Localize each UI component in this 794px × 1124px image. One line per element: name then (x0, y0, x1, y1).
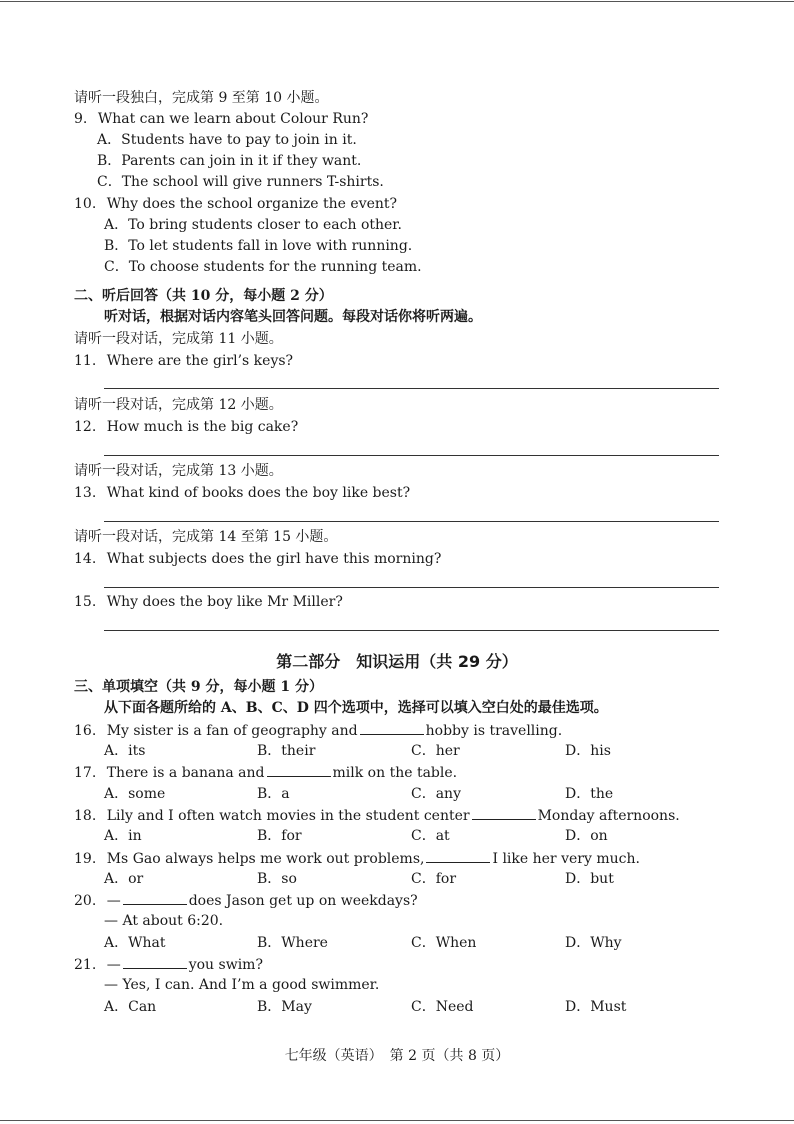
section-2-title: 二、听后回答（共 10 分，每小题 2 分） (74, 288, 333, 304)
option-18b[interactable]: B．for (257, 828, 302, 844)
question-number: 14. (74, 551, 97, 567)
question-number: 11. (74, 353, 97, 369)
option-18d[interactable]: D．on (565, 828, 608, 844)
option-16c[interactable]: C．her (411, 743, 460, 759)
question-text: Why does the boy like Mr Miller? (106, 594, 343, 610)
question-text-pre: Ms Gao always helps me work out problems, (106, 851, 425, 867)
option-9b[interactable]: B．Parents can join in it if they want. (97, 153, 362, 169)
option-10a[interactable]: A．To bring students closer to each other. (104, 217, 402, 233)
question-20 (74, 891, 418, 910)
option-20b[interactable]: B．Where (257, 935, 328, 951)
option-9a[interactable]: A．Students have to pay to join in it. (97, 132, 357, 148)
bottom-border (0, 1120, 794, 1121)
part-2-title: 第二部分 知识运用（共 29 分） (276, 652, 518, 671)
option-18c[interactable]: C．at (411, 828, 450, 844)
option-10b[interactable]: B．To let students fall in love with running. (104, 238, 413, 254)
answer-line-14[interactable] (104, 587, 719, 588)
question-text: How much is the big cake? (106, 419, 299, 435)
option-17a[interactable]: A．some (104, 786, 166, 802)
option-21a[interactable]: A．Can (104, 999, 157, 1015)
question-12 (74, 418, 298, 436)
dialogue-dash: — (106, 957, 121, 973)
question-text-post: Monday afternoons. (537, 808, 680, 824)
option-21d[interactable]: D．Must (565, 999, 627, 1015)
option-19c[interactable]: C．for (411, 871, 457, 887)
page-footer: 七年级（英语） 第 2 页（共 8 页） (284, 1048, 510, 1064)
option-19b[interactable]: B．so (257, 871, 297, 887)
blank[interactable] (472, 806, 536, 820)
question-15 (74, 593, 343, 611)
question-13 (74, 484, 410, 502)
question-19 (74, 849, 640, 868)
dialogue-answer-20: — At about 6:20. (104, 913, 224, 929)
listening-intro-12: 请听一段对话，完成第 12 小题。 (74, 397, 283, 413)
section-3-title: 三、单项填空（共 9 分，每小题 1 分） (74, 679, 323, 695)
question-number: 17. (74, 765, 97, 781)
blank[interactable] (123, 891, 187, 905)
option-19d[interactable]: D．but (565, 871, 614, 887)
question-text-post: milk on the table. (332, 765, 458, 781)
option-17d[interactable]: D．the (565, 786, 614, 802)
question-number: 18. (74, 808, 97, 824)
question-text-post: I like her very much. (492, 851, 640, 867)
question-number: 10. (74, 196, 97, 212)
dialogue-dash: — (106, 893, 121, 909)
question-11 (74, 352, 293, 370)
blank[interactable] (360, 721, 424, 735)
question-text: Where are the girl’s keys? (106, 353, 294, 369)
option-21c[interactable]: C．Need (411, 999, 474, 1015)
section-2-instructions: 听对话，根据对话内容笔头回答问题。每段对话你将听两遍。 (104, 309, 482, 325)
blank[interactable] (426, 849, 490, 863)
question-number: 16. (74, 723, 97, 739)
option-9c[interactable]: C．The school will give runners T-shirts. (97, 174, 384, 190)
question-text-pre: There is a banana and (106, 765, 265, 781)
question-text-pre: Lily and I often watch movies in the student center (106, 808, 470, 824)
option-17c[interactable]: C．any (411, 786, 461, 802)
question-number: 21. (74, 957, 97, 973)
option-16b[interactable]: B．their (257, 743, 316, 759)
question-16 (74, 721, 562, 740)
answer-line-12[interactable] (104, 455, 719, 456)
section-3-instructions: 从下面各题所给的 A、B、C、D 四个选项中，选择可以填入空白处的最佳选项。 (104, 700, 608, 716)
option-20a[interactable]: A．What (104, 935, 166, 951)
top-border (0, 1, 794, 2)
blank[interactable] (267, 763, 331, 777)
question-18 (74, 806, 680, 825)
question-text: What kind of books does the boy like best? (106, 485, 411, 501)
question-text: Why does the school organize the event? (106, 196, 398, 212)
question-number: 12. (74, 419, 97, 435)
option-16a[interactable]: A．its (104, 743, 146, 759)
listening-intro-9-10: 请听一段独白，完成第 9 至第 10 小题。 (74, 90, 329, 106)
option-18a[interactable]: A．in (104, 828, 142, 844)
question-text: What subjects does the girl have this morning? (106, 551, 442, 567)
question-text: What can we learn about Colour Run? (97, 111, 369, 127)
question-number: 15. (74, 594, 97, 610)
option-20c[interactable]: C．When (411, 935, 477, 951)
option-17b[interactable]: B．a (257, 786, 290, 802)
question-17 (74, 763, 457, 782)
question-14 (74, 550, 441, 568)
listening-intro-11: 请听一段对话，完成第 11 小题。 (74, 331, 283, 347)
question-9 (74, 110, 368, 128)
blank[interactable] (123, 955, 187, 969)
question-21 (74, 955, 263, 974)
option-16d[interactable]: D．his (565, 743, 611, 759)
option-20d[interactable]: D．Why (565, 935, 622, 951)
question-number: 20. (74, 893, 97, 909)
option-21b[interactable]: B．May (257, 999, 312, 1015)
answer-line-13[interactable] (104, 521, 719, 522)
question-text-pre: My sister is a fan of geography and (106, 723, 358, 739)
option-19a[interactable]: A．or (104, 871, 144, 887)
question-text-post: hobby is travelling. (425, 723, 563, 739)
listening-intro-14-15: 请听一段对话，完成第 14 至第 15 小题。 (74, 529, 338, 545)
question-text-post: you swim? (188, 957, 263, 973)
question-number: 19. (74, 851, 97, 867)
answer-line-15[interactable] (104, 630, 719, 631)
question-10 (74, 195, 397, 213)
question-number: 9. (74, 111, 88, 127)
dialogue-answer-21: — Yes, I can. And I’m a good swimmer. (104, 977, 380, 993)
question-text-post: does Jason get up on weekdays? (188, 893, 418, 909)
answer-line-11[interactable] (104, 388, 719, 389)
question-number: 13. (74, 485, 97, 501)
option-10c[interactable]: C．To choose students for the running team. (104, 259, 422, 275)
listening-intro-13: 请听一段对话，完成第 13 小题。 (74, 463, 283, 479)
